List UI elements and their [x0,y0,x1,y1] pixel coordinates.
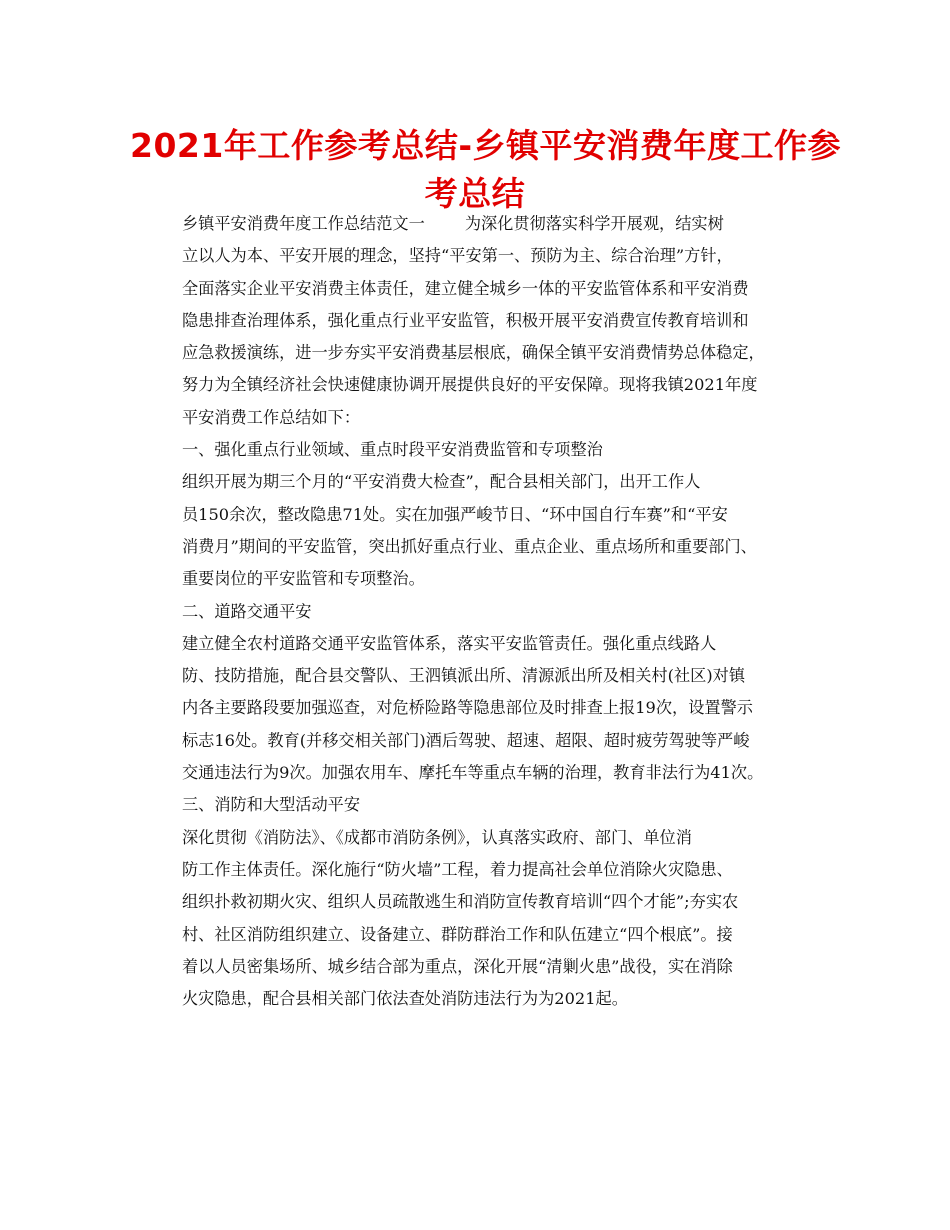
paragraph-line: 组织开展为期三个月的“平安消费大检查”，配合县相关部门，出开工作人 [182,472,701,492]
document-title [130,122,842,218]
paragraph-line: 消费月”期间的平安监管，突出抓好重点行业、重点企业、重点场所和重要部门、 [182,536,757,556]
title-line-2: 考总结 [424,174,526,213]
paragraph-line: 努力为全镇经济社会快速健康协调开展提供良好的平安保障。现将我镇2021年度 [182,375,758,395]
paragraph-line: 组织扑救初期火灾、组织人员疏散逃生和消防宣传教育培训“四个才能”;夯实农 [182,892,739,912]
section-heading-2 [145,596,813,628]
section-heading-3 [145,789,813,821]
paragraph-line: 深化贯彻《消防法》、《成都市消防条例》，认真落实政府、部门、单位消 [182,827,692,847]
paragraph-intro [145,208,813,434]
paragraph-section-2 [145,628,813,789]
paragraph-line: 着以人员密集场所、城乡结合部为重点，深化开展“清剿火患”战役，实在消除 [182,956,733,976]
paragraph-line [145,208,813,240]
paragraph-section-1 [145,466,813,595]
document-body [145,208,813,1015]
paragraph-line: 平安消费工作总结如下： [182,407,361,427]
paragraph-section-3 [145,822,813,1016]
paragraph-line: 隐患排查治理体系，强化重点行业平安监管，积极开展平安消费宣传教育培训和 [182,310,749,330]
title-line-1: 2021年工作参考总结-乡镇平安消费年度工作参 [130,126,842,165]
paragraph-line: 应急救援演练，进一步夯实平安消费基层根底，确保全镇平安消费情势总体稳定， [182,343,765,363]
paragraph-line: 防工作主体责任。深化施行“防火墙”工程，着力提高社会单位消除火灾隐患、 [182,859,733,879]
paragraph-line: 交通违法行为9次。加强农用车、摩托车等重点车辆的治理，教育非法行为41次。 [182,763,764,783]
intro-heading: 乡镇平安消费年度工作总结范文一 [182,214,425,233]
paragraph-line: 员150余次，整改隐患71处。实在加强严峻节日、“环中国自行车赛”和“平安 [182,504,728,524]
paragraph-line: 立以人为本、平安开展的理念，坚持“平安第一、预防为主、综合治理”方针， [182,246,733,266]
section-heading-text: 一、强化重点行业领域、重点时段平安消费监管和专项整治 [182,440,603,460]
intro-text: 为深化贯彻落实科学开展观，结实树 [464,214,724,233]
paragraph-line: 建立健全农村道路交通平安监管体系，落实平安监管责任。强化重点线路人 [182,633,717,653]
paragraph-line: 火灾隐患，配合县相关部门依法查处消防违法行为为2021起。 [182,989,628,1009]
section-heading-text: 三、消防和大型活动平安 [182,795,361,815]
paragraph-line: 村、社区消防组织建立、设备建立、群防群治工作和队伍建立“四个根底”。接 [182,924,733,944]
section-heading-1 [145,434,813,466]
section-heading-text: 二、道路交通平安 [182,601,312,621]
paragraph-line: 标志16处。教育(并移交相关部门)酒后驾驶、超速、超限、超时疲劳驾驶等严峻 [182,730,750,750]
paragraph-line: 重要岗位的平安监管和专项整治。 [182,569,425,589]
paragraph-line: 内各主要路段要加强巡查，对危桥险路等隐患部位及时排查上报19次，设置警示 [182,698,753,718]
paragraph-line: 全面落实企业平安消费主体责任，建立健全城乡一体的平安监管体系和平安消费 [182,278,749,298]
paragraph-line: 防、技防措施，配合县交警队、王泗镇派出所、清源派出所及相关村(社区)对镇 [182,666,746,686]
